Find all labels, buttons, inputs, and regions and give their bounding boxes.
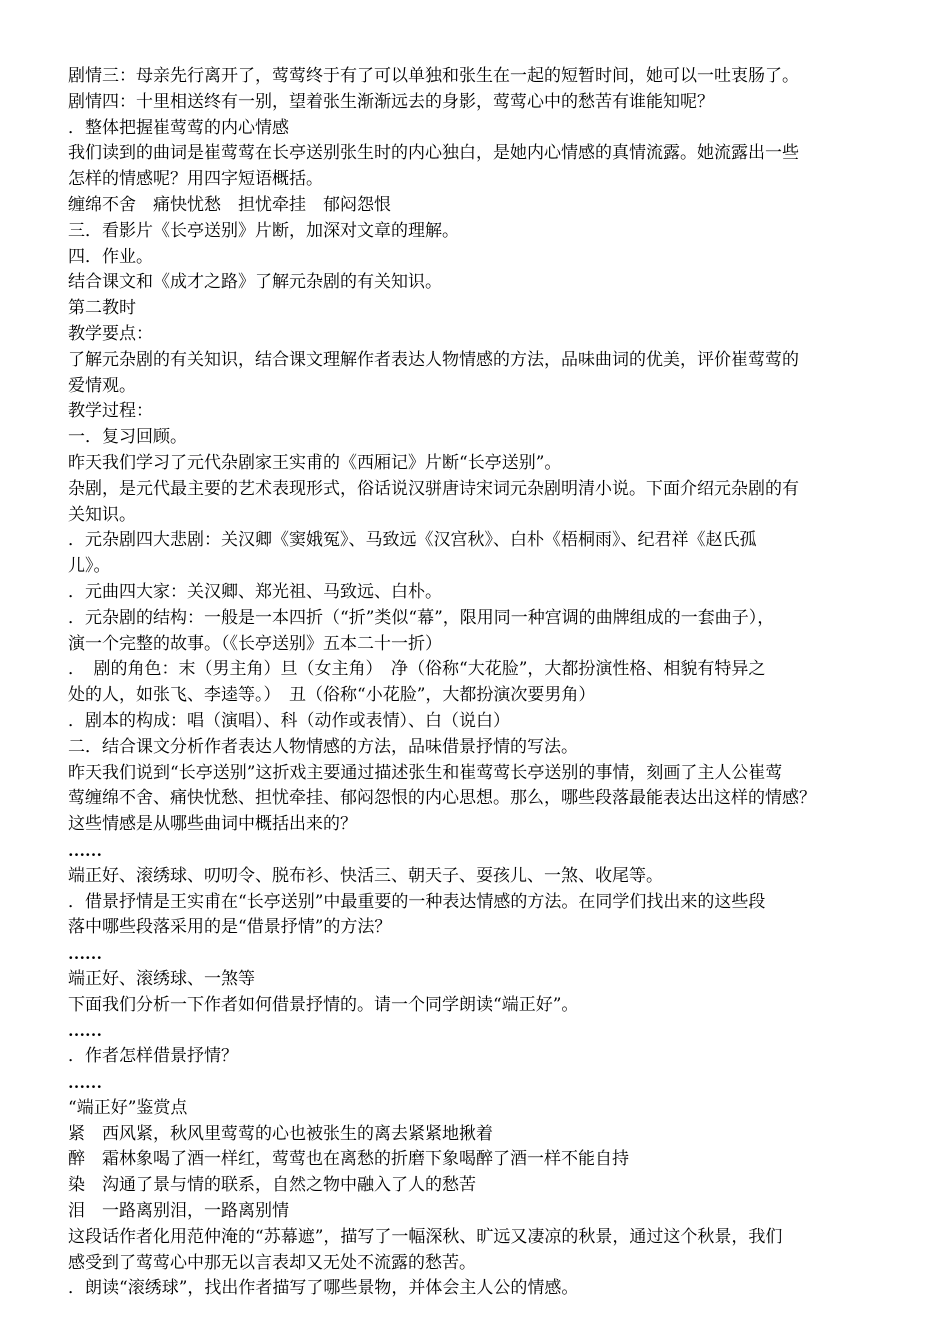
appreciation-point: 紧 西风紧，秋风里莺莺的心也被张生的离去紧紧地揪着 [68,1123,493,1144]
text-line: 感受到了莺莺心中那无以言表却又无处不流露的愁苦。 [68,1252,476,1273]
text-line: 这段话作者化用范仲淹的“苏幕遮”，描写了一幅深秋、旷远又凄凉的秋景，通过这个秋景，我们 [68,1226,783,1247]
text-line: 下面我们分析一下作者如何借景抒情的。请一个同学朗读“端正好”。 [68,994,579,1015]
text-line: 爱情观。 [68,375,136,396]
ellipsis: …… [68,1021,102,1041]
text-line: 我们读到的曲词是崔莺莺在长亭送别张生时的内心独白，是她内心情感的真情流露。她流露出一些 [68,143,799,164]
section-item: ．朗读“滚绣球”，找出作者描写了哪些景物，并体会主人公的情感。 [68,1278,579,1299]
text-line: 杂剧，是元代最主要的艺术表现形式，俗话说汉骈唐诗宋词元杂剧明清小说。下面介绍元杂剧的有 [68,478,799,499]
text-line: 关知识。 [68,504,136,525]
section-item: ．借景抒情是王实甫在“长亭送别”中最重要的一种表达情感的方法。在同学们找出来的这些段 [68,891,766,912]
appreciation-point: 醉 霜林象喝了酒一样红，莺莺也在离愁的折磨下象喝醉了酒一样不能自持 [68,1149,629,1170]
text-line: 剧情三：母亲先行离开了，莺莺终于有了可以单独和张生在一起的短暂时间，她可以一吐衷肠了。 [68,66,799,86]
text-line: 莺缠绵不舍、痛快忧愁、担忧牵挂、郁闷怨恨的内心思想。那么，哪些段落最能表达出这样的情感？ [68,788,816,809]
ellipsis: …… [68,1073,102,1093]
text-line: 端正好、滚绣球、叨叨令、脱布衫、快活三、朝天子、耍孩儿、一煞、收尾等。 [68,865,663,886]
text-line: 昨天我们说到“长亭送别”这折戏主要通过描述张生和崔莺莺长亭送别的事情，刻画了主人公崔莺 [68,762,783,783]
section-item: ．剧本的构成：唱（演唱）、科（动作或表情）、白（说白） [68,710,510,731]
section-item: ．元杂剧四大悲剧：关汉卿《窦娥冤》、马致远《汉宫秋》、白朴《梧桐雨》、纪君祥《赵氏孤 [68,530,757,551]
text-line: 昨天我们学习了元代杂剧家王实甫的《西厢记》片断“长亭送别”。 [68,452,562,473]
ellipsis: …… [68,944,102,964]
section-item: ．元杂剧的结构：一般是一本四折（“折”类似“幕”，限用同一种宫调的曲牌组成的一套曲子）， [68,607,775,628]
lesson-heading: 第二教时 [68,298,136,319]
appreciation-heading: “端正好”鉴赏点 [68,1097,188,1118]
text-line: 剧情四：十里相送终有一别，望着张生渐渐远去的身影，莺莺心中的愁苦有谁能知呢？ [68,91,714,112]
section-item: ．整体把握崔莺莺的内心情感 [68,117,289,138]
appreciation-point: 泪 一路离别泪，一路离别情 [68,1201,289,1222]
ellipsis: …… [68,840,102,860]
section-item: ． 剧的角色：末（男主角）旦（女主角） 净（俗称“大花脸”，大都扮演性格、相貌有特异之 [68,659,766,680]
text-line: 儿》。 [68,556,111,577]
text-line: 缠绵不舍 痛快忧愁 担忧牵挂 郁闷怨恨 [68,194,391,215]
text-line: 教学要点： [68,323,153,344]
section-item: ．元曲四大家：关汉卿、郑光祖、马致远、白朴。 [68,581,442,602]
section-heading: 一．复习回顾。 [68,427,187,448]
text-line: 端正好、滚绣球、一煞等 [68,968,255,989]
text-line: 怎样的情感呢？用四字短语概括。 [68,169,323,190]
text-line: 演一个完整的故事。（《长亭送别》五本二十一折） [68,633,442,654]
text-line: 了解元杂剧的有关知识，结合课文理解作者表达人物情感的方法，品味曲词的优美，评价崔莺莺的 [68,349,799,370]
text-line: 结合课文和《成才之路》了解元杂剧的有关知识。 [68,272,442,293]
section-heading: 四．作业。 [68,246,153,267]
text-line: 处的人，如张飞、李逵等。） 丑（俗称“小花脸”，大都扮演次要男角） [68,685,596,706]
section-item: ．作者怎样借景抒情？ [68,1046,238,1067]
text-line: 教学过程： [68,401,153,422]
text-line: 落中哪些段落采用的是“借景抒情”的方法？ [68,917,392,938]
appreciation-point: 染 沟通了景与情的联系，自然之物中融入了人的愁苦 [68,1175,476,1196]
section-heading: 二．结合课文分析作者表达人物情感的方法，品味借景抒情的写法。 [68,736,578,757]
section-heading: 三．看影片《长亭送别》片断，加深对文章的理解。 [68,220,459,241]
text-line: 这些情感是从哪些曲词中概括出来的？ [68,814,357,835]
